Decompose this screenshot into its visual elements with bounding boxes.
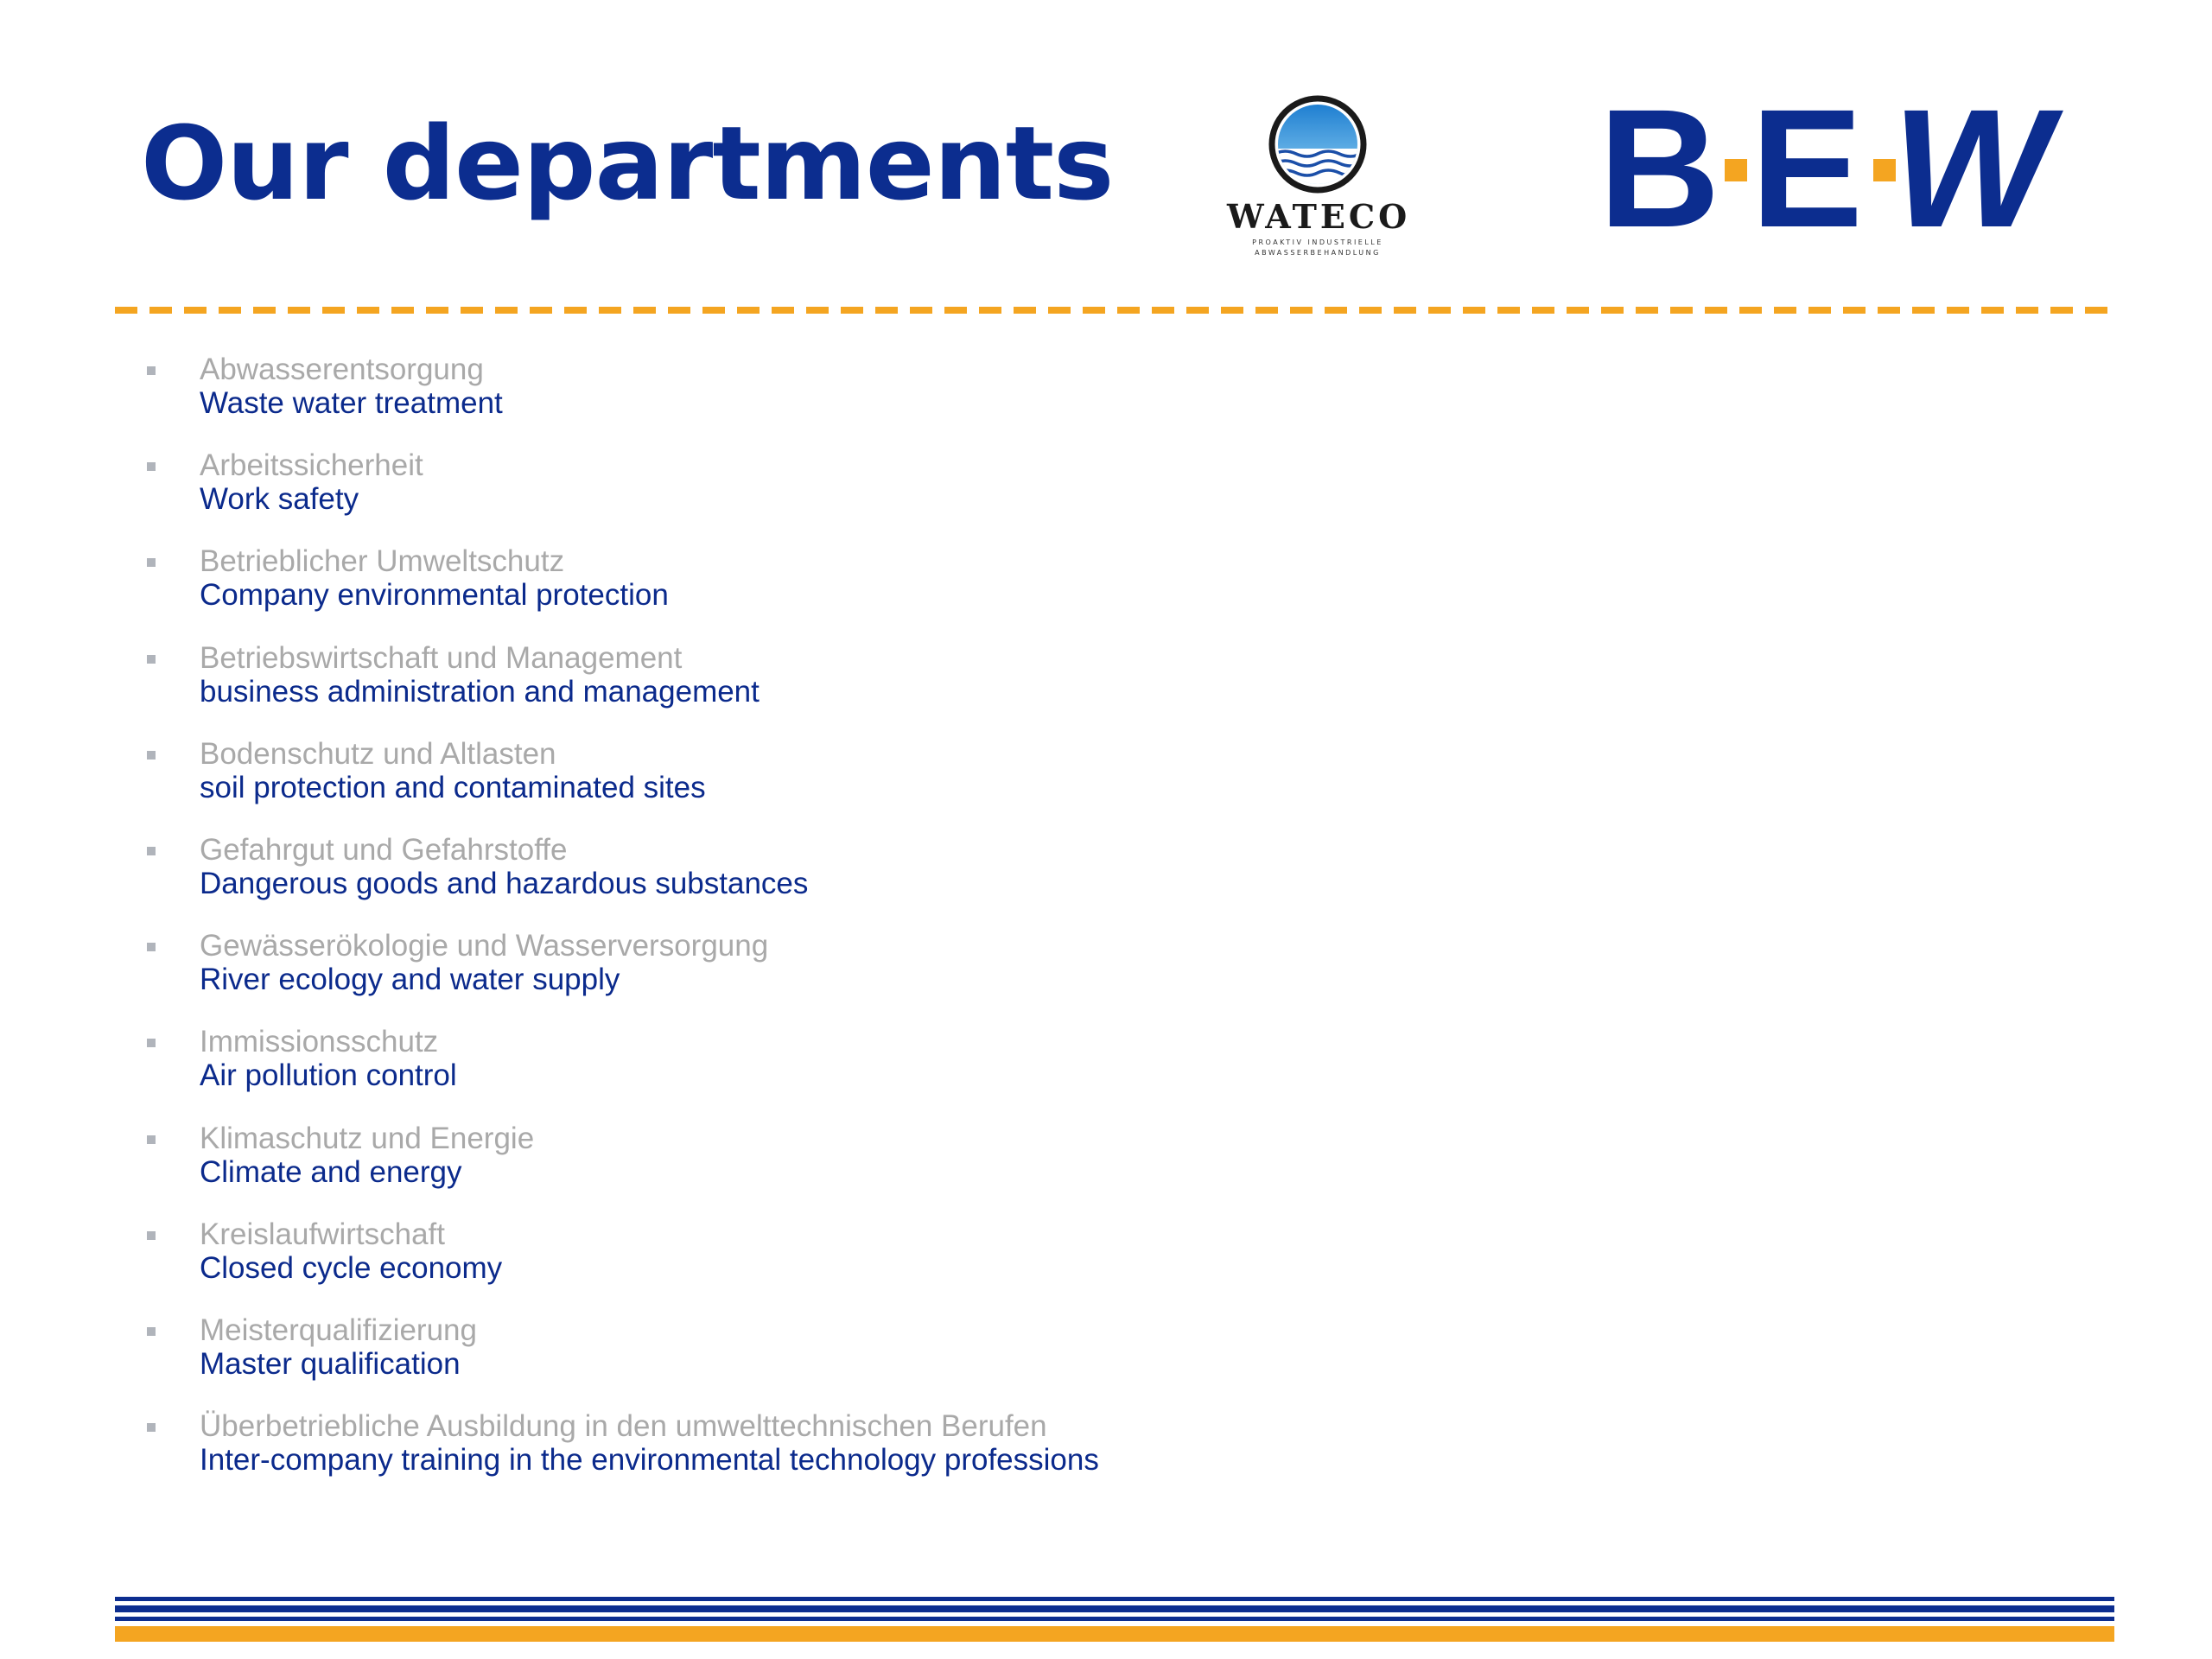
department-english: Air pollution control bbox=[200, 1058, 457, 1093]
department-english: Closed cycle economy bbox=[200, 1250, 503, 1285]
footer-stripe-orange bbox=[115, 1626, 2114, 1642]
department-english: Company environmental protection bbox=[200, 578, 669, 613]
bew-letter-w: W bbox=[1892, 99, 2052, 238]
department-german: Meisterqualifizierung bbox=[200, 1313, 477, 1347]
department-german: Immissionsschutz bbox=[200, 1025, 439, 1059]
department-english: Inter-company training in the environmental technology professions bbox=[200, 1443, 1099, 1478]
bullet-icon bbox=[147, 847, 156, 855]
wateco-tagline-2: ABWASSERBEHANDLUNG bbox=[1255, 249, 1381, 257]
list-item bbox=[143, 1313, 1099, 1409]
list-item bbox=[143, 833, 1099, 929]
list-item bbox=[143, 1122, 1099, 1217]
list-item bbox=[143, 1217, 1099, 1313]
bullet-icon bbox=[147, 1231, 156, 1240]
wateco-tagline-1: PROAKTIV INDUSTRIELLE bbox=[1252, 238, 1383, 246]
list-item bbox=[143, 448, 1099, 544]
department-english: Dangerous goods and hazardous substances bbox=[200, 866, 809, 900]
list-item bbox=[143, 737, 1099, 833]
department-english: Master qualification bbox=[200, 1346, 461, 1381]
department-german: Bodenschutz und Altlasten bbox=[200, 736, 556, 771]
departments-list bbox=[143, 353, 1099, 1505]
department-german: Klimaschutz und Energie bbox=[200, 1121, 535, 1155]
list-item bbox=[143, 1025, 1099, 1121]
footer-stripe-blue-1 bbox=[115, 1597, 2114, 1601]
department-german: Betrieblicher Umweltschutz bbox=[200, 544, 565, 579]
wateco-logo bbox=[1227, 95, 1411, 268]
department-english: business administration and management bbox=[200, 674, 760, 709]
footer-stripe-blue-2 bbox=[115, 1605, 2114, 1612]
department-german: Gewässerökologie und Wasserversorgung bbox=[200, 929, 769, 963]
list-item bbox=[143, 641, 1099, 737]
department-german: Arbeitssicherheit bbox=[200, 448, 423, 483]
department-english: Work safety bbox=[200, 482, 359, 517]
department-german: Gefahrgut und Gefahrstoffe bbox=[200, 832, 568, 867]
footer-stripe-blue-3 bbox=[115, 1617, 2114, 1621]
bullet-icon bbox=[147, 655, 156, 664]
list-item bbox=[143, 544, 1099, 640]
department-german: Betriebswirtschaft und Management bbox=[200, 640, 683, 675]
bullet-icon bbox=[147, 558, 156, 567]
department-english: River ecology and water supply bbox=[200, 963, 620, 997]
page-title: Our departments bbox=[141, 104, 1114, 223]
bullet-icon bbox=[147, 1039, 156, 1047]
department-german: Überbetriebliche Ausbildung in den umwelttechnischen Berufen bbox=[200, 1409, 1047, 1444]
bullet-icon bbox=[147, 1327, 156, 1336]
bullet-icon bbox=[147, 462, 156, 471]
department-english: Waste water treatment bbox=[200, 386, 503, 420]
bullet-icon bbox=[147, 1423, 156, 1432]
bullet-icon bbox=[147, 1135, 156, 1144]
wateco-globe-icon bbox=[1227, 95, 1408, 194]
list-item bbox=[143, 1409, 1099, 1505]
department-german: Abwasserentsorgung bbox=[200, 353, 484, 386]
list-item bbox=[143, 929, 1099, 1025]
department-german: Kreislaufwirtschaft bbox=[200, 1217, 445, 1251]
wateco-name: WATECO bbox=[1227, 197, 1411, 236]
bullet-icon bbox=[147, 751, 156, 760]
bew-dot-1 bbox=[1725, 159, 1747, 181]
bullet-icon bbox=[147, 366, 156, 375]
bew-letter-e: E bbox=[1751, 99, 1864, 238]
department-english: soil protection and contaminated sites bbox=[200, 770, 706, 804]
bew-letter-b: B bbox=[1599, 99, 1720, 238]
list-item bbox=[143, 353, 1099, 448]
bew-logo bbox=[1599, 99, 2082, 238]
department-english: Climate and energy bbox=[200, 1154, 462, 1189]
bullet-icon bbox=[147, 943, 156, 951]
orange-dashed-divider bbox=[115, 307, 2114, 314]
